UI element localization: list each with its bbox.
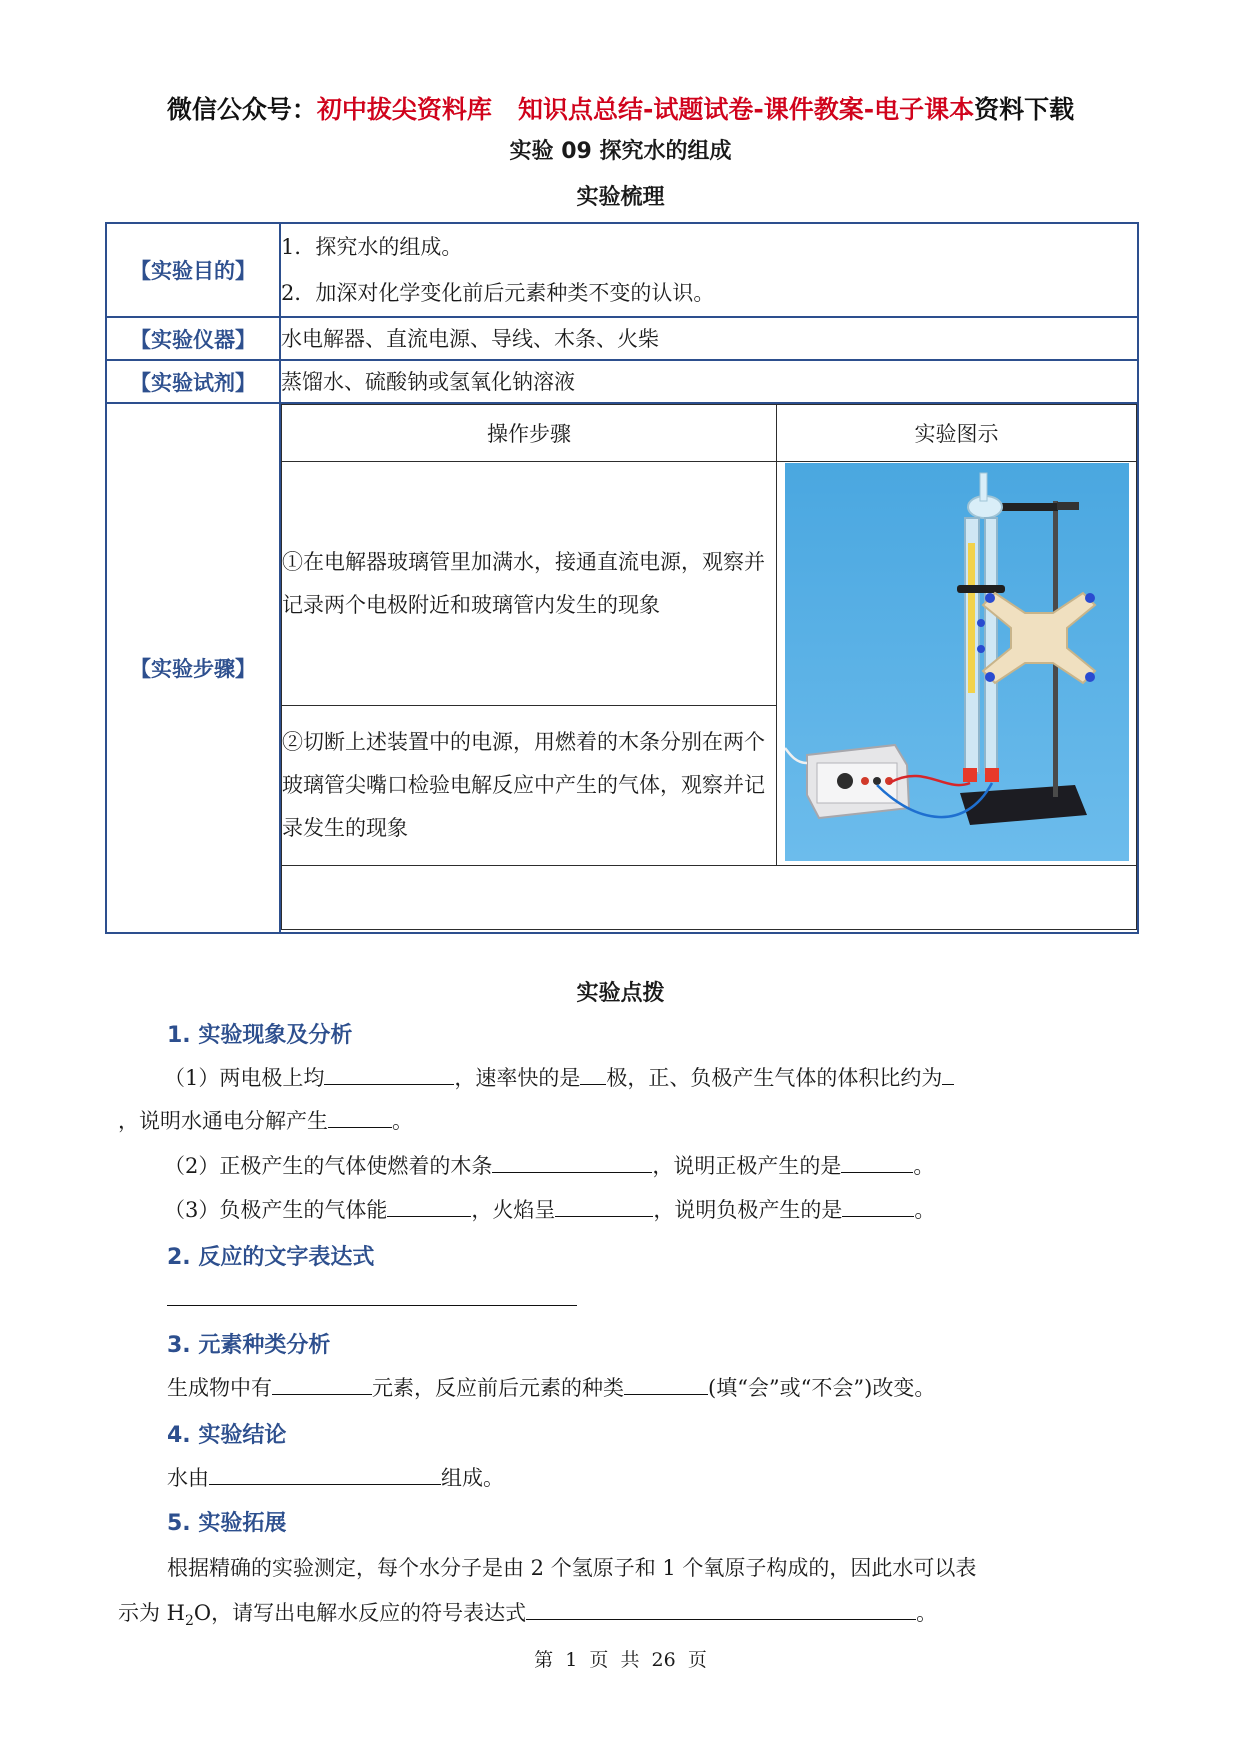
section-3-title: 3. 元素种类分析	[167, 1333, 331, 1358]
section-2-title: 2. 反应的文字表达式	[167, 1245, 375, 1270]
s5-text-c: 。	[916, 1601, 938, 1625]
purpose-label: 【实验目的】	[106, 223, 280, 317]
s5-text-a: 示为 H	[118, 1601, 185, 1625]
apparatus-label: 【实验仪器】	[106, 317, 280, 360]
blank-field	[842, 1194, 914, 1217]
col-figure-header: 实验图示	[777, 405, 1137, 462]
steps-table	[281, 404, 1137, 930]
expression-answer-line	[167, 1305, 577, 1306]
section-4-title: 4. 实验结论	[167, 1423, 287, 1448]
s1-p1-text-e: 。	[392, 1109, 413, 1133]
s1-paragraph-3	[164, 1194, 935, 1225]
experiment-table	[105, 222, 1139, 934]
header-banner	[0, 90, 1241, 126]
page-title: 实验 09 探究水的组成	[509, 139, 732, 164]
s1-p1-text-d: ，说明水通电分解产生	[118, 1109, 328, 1133]
steps-empty-row	[282, 866, 1137, 930]
s3-text-a: 生成物中有	[167, 1376, 272, 1400]
section-5-title: 5. 实验拓展	[167, 1511, 287, 1536]
reagents-content: 蒸馏水、硫酸钠或氢氧化钠溶液	[280, 360, 1138, 403]
blank-field	[209, 1462, 441, 1485]
figure-cell	[777, 462, 1137, 866]
page-subtitle: 实验梳理	[576, 185, 665, 210]
s5-text-b: O，请写出电解水反应的符号表达式	[193, 1601, 527, 1625]
s1-p1-text-b: ，速率快的是	[454, 1066, 581, 1090]
page-footer: 第 1 页 共 26 页	[534, 1649, 707, 1671]
s1-paragraph-1-cont	[118, 1105, 413, 1136]
s1-p3-text-a: （3）负极产生的气体能	[164, 1198, 388, 1222]
s5-paragraph-1: 根据精确的实验测定，每个水分子是由 2 个氢原子和 1 个氧原子构成的，因此水可以表	[167, 1556, 977, 1580]
header-prefix: 微信公众号：	[166, 95, 317, 124]
blank-field	[624, 1372, 708, 1395]
step-1: ①在电解器玻璃管里加满水，接通直流电源，观察并记录两个电极附近和玻璃管内发生的现象	[282, 462, 777, 706]
section-1-title: 1. 实验现象及分析	[167, 1023, 353, 1048]
s3-text-b: 元素，反应前后元素的种类	[372, 1376, 624, 1400]
blank-field	[526, 1597, 916, 1620]
electrolysis-apparatus-image	[785, 463, 1129, 861]
s1-p1-text-a: （1）两电极上均	[164, 1066, 325, 1090]
blank-field	[841, 1150, 913, 1173]
s1-p1-text-c: 极，正、负极产生气体的体积比约为	[606, 1066, 943, 1090]
purpose-item-1: 1．探究水的组成。	[281, 235, 463, 259]
purpose-item-2: 2．加深对化学变化前后元素种类不变的认识。	[281, 281, 715, 305]
steps-cell	[280, 403, 1138, 933]
s1-p3-text-b: ，火焰呈	[471, 1198, 556, 1222]
s1-p3-text-d: 。	[914, 1198, 936, 1222]
header-red-text: 初中拔尖资料库 知识点总结-试题试卷-课件教案-电子课本	[316, 95, 975, 124]
blank-field	[272, 1372, 372, 1395]
blank-field	[387, 1194, 471, 1217]
tips-title: 实验点拨	[576, 981, 665, 1006]
s1-p2-text-a: （2）正极产生的气体使燃着的木条	[164, 1154, 493, 1178]
apparatus-content: 水电解器、直流电源、导线、木条、火柴	[280, 317, 1138, 360]
blank-field	[324, 1062, 454, 1085]
blank-field	[580, 1062, 606, 1085]
s4-text-a: 水由	[167, 1466, 209, 1490]
s1-paragraph-1	[164, 1062, 954, 1093]
blank-field	[555, 1194, 653, 1217]
s4-text-b: 组成。	[441, 1466, 504, 1490]
step-2: ②切断上述装置中的电源，用燃着的木条分别在两个玻璃管尖嘴口检验电解反应中产生的气体，观察并记录发生的现象	[282, 706, 777, 866]
steps-label: 【实验步骤】	[106, 403, 280, 933]
blank-field	[328, 1105, 392, 1128]
s1-p2-text-b: ，说明正极产生的是	[652, 1154, 842, 1178]
purpose-content	[280, 223, 1138, 317]
s5-subscript: 2	[185, 1613, 194, 1630]
s1-p3-text-c: ，说明负极产生的是	[653, 1198, 843, 1222]
s1-paragraph-2	[164, 1150, 934, 1181]
s3-text-c: (填“会”或“不会”)改变。	[708, 1376, 936, 1400]
s4-paragraph	[167, 1462, 504, 1493]
s5-paragraph-2	[118, 1597, 937, 1636]
s1-p2-text-c: 。	[913, 1154, 935, 1178]
col-operation-header: 操作步骤	[282, 405, 777, 462]
blank-field	[942, 1062, 954, 1085]
s3-paragraph	[167, 1372, 935, 1403]
header-suffix: 资料下载	[974, 95, 1075, 124]
blank-field	[492, 1150, 652, 1173]
reagents-label: 【实验试剂】	[106, 360, 280, 403]
